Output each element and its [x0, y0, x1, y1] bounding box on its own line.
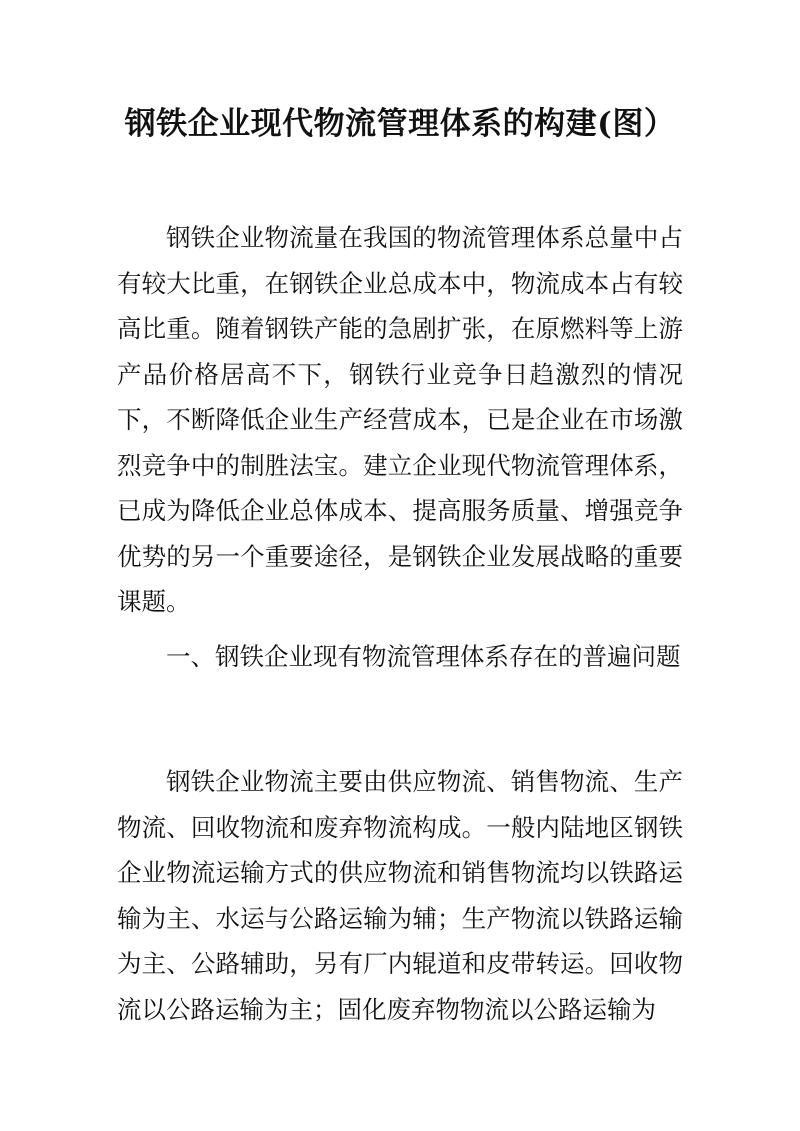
- section-heading-1: 一、钢铁企业现有物流管理体系存在的普遍问题: [166, 642, 681, 671]
- document-title: 钢铁企业现代物流管理体系的构建(图）: [124, 106, 676, 142]
- paragraph-intro: 钢铁企业物流量在我国的物流管理体系总量中占有较大比重，在钢铁企业总成本中，物流成本占有较高比重。随着钢铁产能的急剧扩张，在原燃料等上游产品价格居高不下，钢铁行业竞争日趋激烈的情况下，不断降低企业生产经营成本，已是企业在市场激烈竞争中的制胜法宝。建立企业现代物流管理体系，已成为降低企业总体成本、提高服务质量、增强竞争优势的另一个重要途径，是钢铁企业发展战略的重要课题。: [117, 223, 683, 616]
- paragraph-logistics-composition: 钢铁企业物流主要由供应物流、销售物流、生产物流、回收物流和废弃物流构成。一般内陆地区钢铁企业物流运输方式的供应物流和销售物流均以铁路运输为主、水运与公路运输为辅；生产物流以铁路运输为主、公路辅助，另有厂内辊道和皮带转运。回收物流以公路运输为主；固化废弃物物流以公路运输为: [117, 767, 683, 1024]
